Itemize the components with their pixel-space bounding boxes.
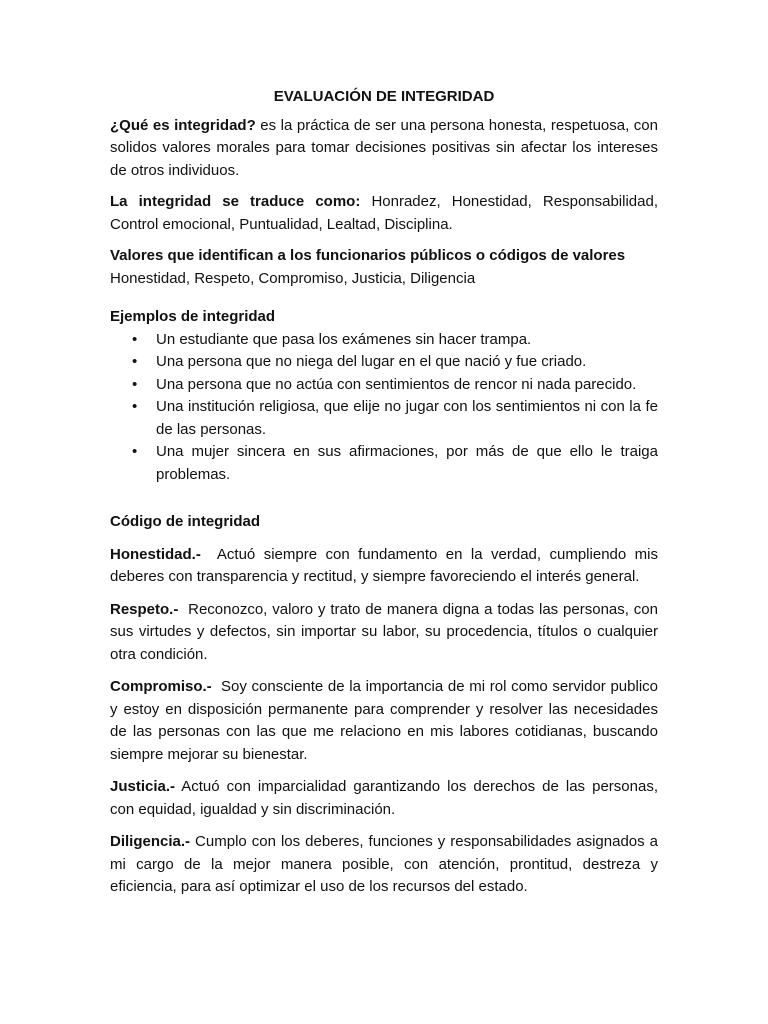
bullet-icon: • [132, 398, 138, 415]
code-entry-diligencia [110, 831, 663, 899]
code-term: Diligencia.- [110, 833, 191, 850]
list-item [110, 374, 658, 397]
list-item-text: Un estudiante que pasa los exámenes sin hacer trampa. [156, 330, 532, 348]
list-item [110, 329, 658, 352]
integridad-text: es la práctica de ser una persona honesta, respetuosa, con solidos valores morales para tomar decisiones positivas sin afectar los intereses de otros individuos. [110, 116, 658, 179]
code-entry-compromiso [110, 676, 663, 766]
traduce-text: Honradez, Honestidad, Responsabilidad, Control emocional, Puntualidad, Lealtad, Disciplina. [110, 193, 659, 233]
traduce-paragraph [110, 191, 658, 236]
document-title: EVALUACIÓN DE INTEGRIDAD [273, 88, 495, 105]
code-entry-justicia [110, 776, 663, 821]
code-text: Cumplo con los deberes, funciones y responsabilidades asignados a mi cargo de la mejor manera posible, con atención, prontitud, destreza y eficiencia, para así optimizar el uso de los recursos del estado. [110, 833, 663, 895]
integridad-paragraph [110, 115, 658, 183]
bullet-icon: • [132, 443, 138, 460]
code-term: Honestidad.- [110, 545, 201, 563]
code-text: Reconozco, valoro y trato de manera digna a todas las personas, con sus virtudes y defectos, sin importar su labor, su procedencia, títulos o cualquier otra condición. [110, 600, 663, 663]
list-item [110, 351, 658, 374]
code-entry-honestidad [110, 544, 663, 589]
code-term: Compromiso.- [110, 678, 212, 695]
list-item [110, 396, 658, 441]
valores-label: Valores que identifican a los funcionarios públicos o códigos de valores [110, 247, 626, 264]
list-item-text: Una persona que no actúa con sentimientos de rencor ni nada parecido. [156, 375, 637, 393]
code-text: Soy consciente de la importancia de mi rol como servidor publico y estoy en disposición permanente para comprender y resolver las necesidades de las personas con las que me relaciono en mis labores cotidianas, buscando siempre mejorar su bienestar. [110, 678, 663, 763]
bullet-icon: • [132, 330, 138, 348]
valores-text: Honestidad, Respeto, Compromiso, Justicia, Diligencia [110, 269, 476, 287]
list-item-text: Una persona que no niega del lugar en el que nació y fue criado. [156, 353, 587, 370]
valores-paragraph [110, 245, 658, 290]
code-text: Actuó con imparcialidad garantizando los derechos de las personas, con equidad, igualdad y sin discriminación. [110, 778, 663, 818]
ejemplos-list [110, 329, 658, 487]
traduce-label: La integridad se traduce como: [110, 193, 361, 210]
bullet-icon: • [132, 375, 138, 393]
code-entry-respeto [110, 599, 663, 667]
code-term: Respeto.- [110, 600, 179, 618]
code-term: Justicia.- [110, 778, 176, 795]
list-item-text: Una institución religiosa, que elije no jugar con los sentimientos ni con la fe de las personas. [156, 398, 658, 438]
code-text: Actuó siempre con fundamento en la verdad, cumpliendo mis deberes con transparencia y rectitud, y siempre favoreciendo el interés general. [110, 545, 663, 585]
integridad-label: ¿Qué es integridad? [110, 116, 256, 134]
ejemplos-heading: Ejemplos de integridad [110, 308, 276, 325]
codigo-heading: Código de integridad [110, 513, 260, 530]
list-item-text: Una mujer sincera en sus afirmaciones, por más de que ello le traiga problemas. [156, 443, 658, 483]
document-page [110, 86, 663, 909]
list-item [110, 441, 658, 486]
bullet-icon: • [132, 353, 138, 370]
